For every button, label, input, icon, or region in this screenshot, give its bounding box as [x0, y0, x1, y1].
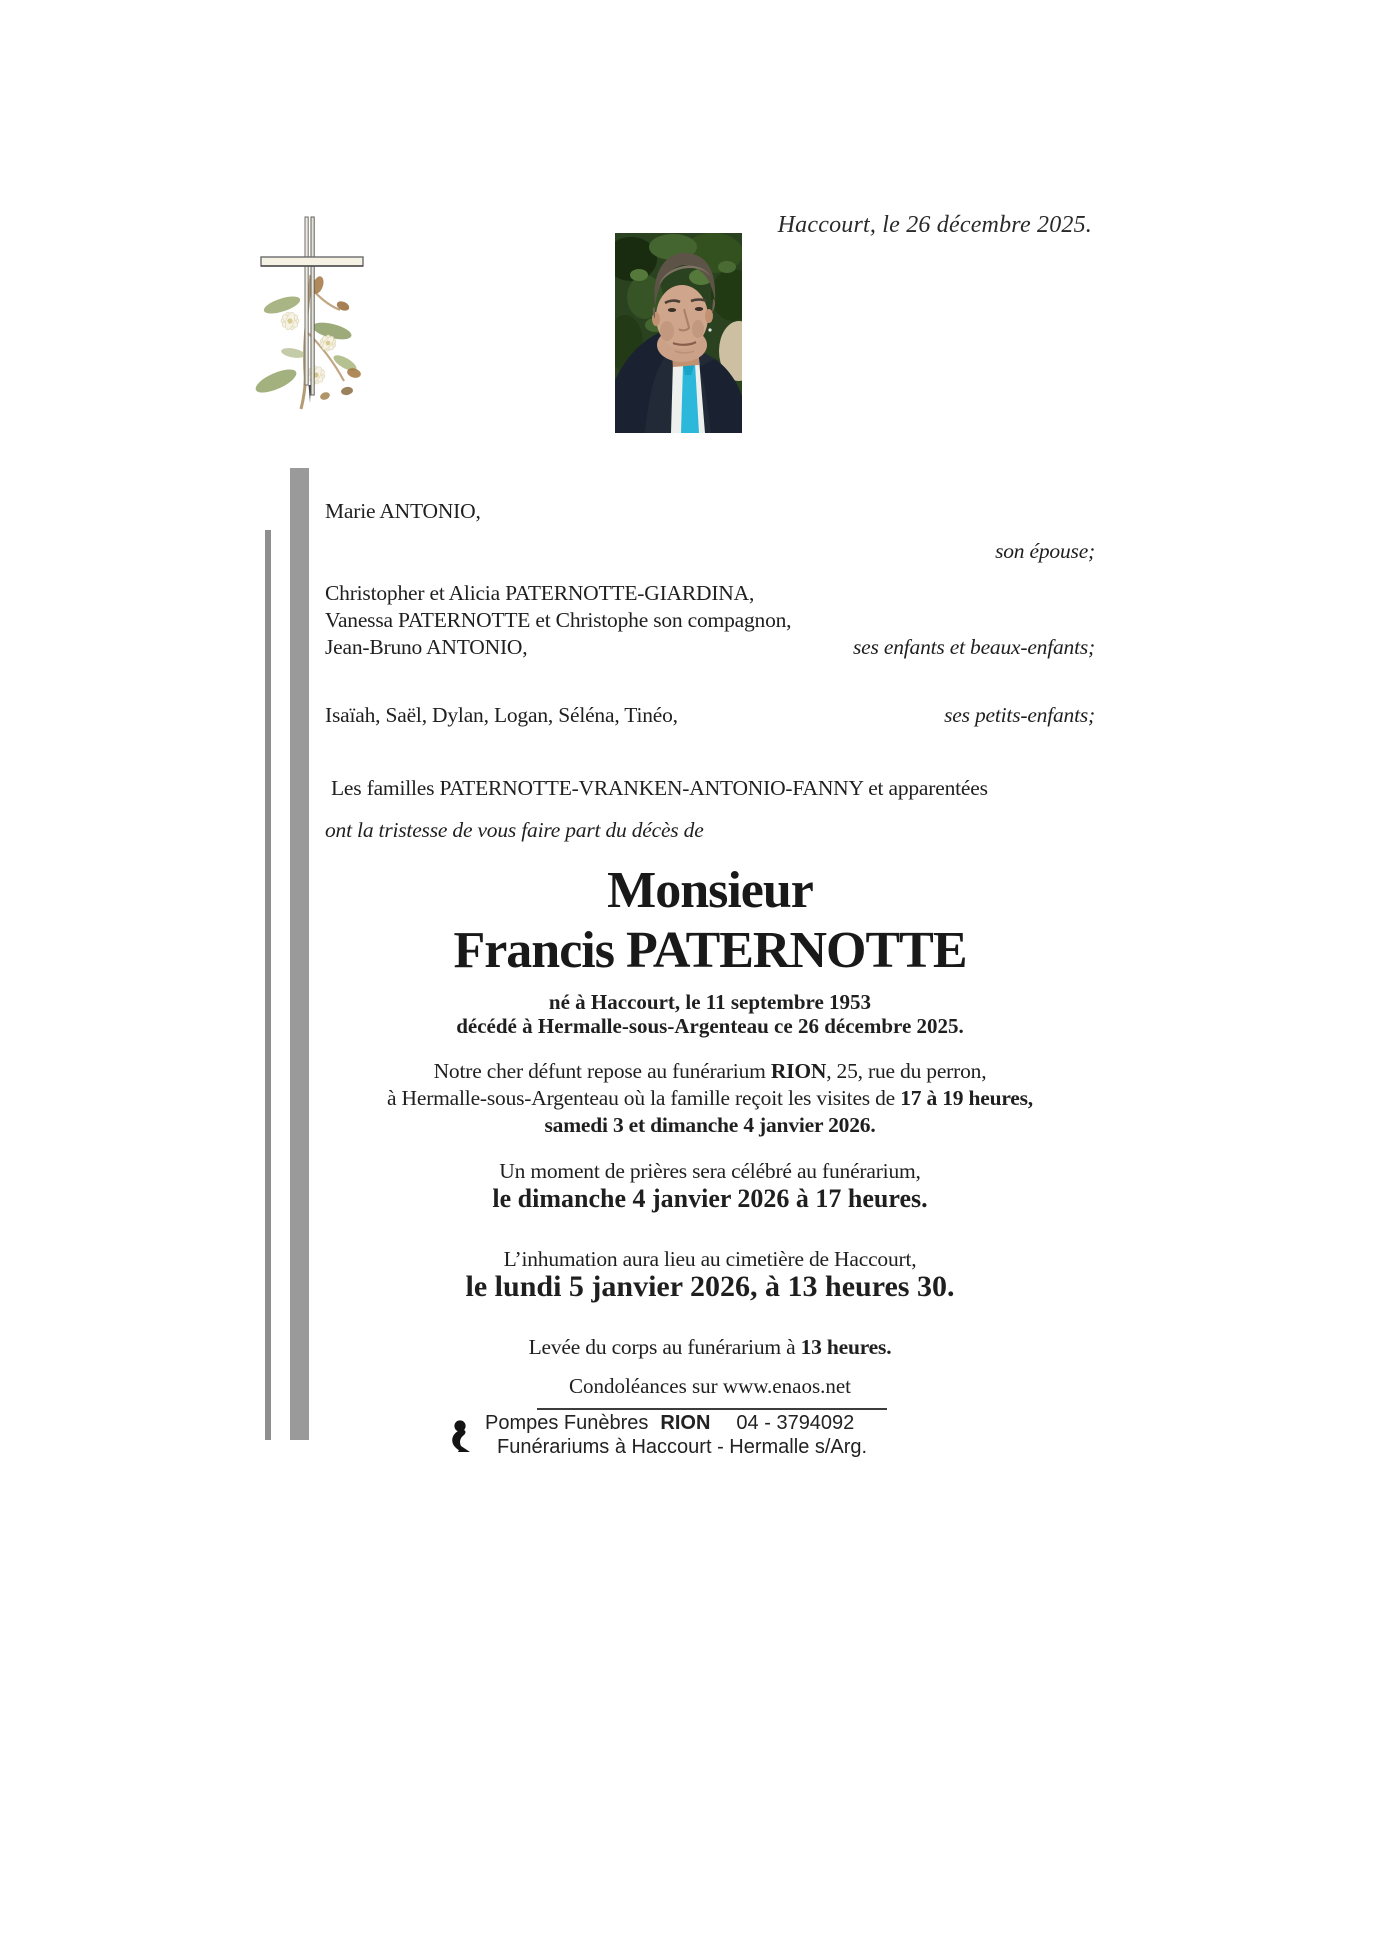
death-line: décédé à Hermalle-sous-Argenteau ce 26 décembre 2025. — [456, 1014, 964, 1038]
cross-with-flowers-icon — [248, 213, 376, 417]
condolences-underline — [537, 1408, 887, 1410]
announcement-intro: ont la tristesse de vous faire part du décès de — [325, 818, 704, 842]
spouse-relation: son épouse; — [995, 539, 1095, 563]
families-line: Les familles PATERNOTTE-VRANKEN-ANTONIO-FANNY et apparentées — [331, 776, 988, 800]
visitation-line-1: Notre cher défunt repose au funérarium RION, 25, rue du perron, — [433, 1059, 987, 1083]
levee-line: Levée du corps au funérarium à 13 heures. — [528, 1335, 892, 1359]
prayer-line-1: Un moment de prières sera célébré au funérarium, — [499, 1159, 921, 1183]
funeral-home-phone: 04 - 3794092 — [736, 1412, 855, 1434]
birth-line: né à Haccourt, le 11 septembre 1953 — [548, 990, 872, 1014]
funeral-home-name-bold: RION — [660, 1412, 711, 1434]
funeral-home-name: RION — [770, 1059, 827, 1083]
visitation-line-2: à Hermalle-sous-Argenteau où la famille reçoit les visites de 17 à 19 heures, — [387, 1086, 1033, 1110]
grandchildren-names: Isaïah, Saël, Dylan, Logan, Séléna, Tinéo, — [325, 703, 678, 727]
grandchildren-relation: ses petits-enfants; — [944, 703, 1095, 727]
praying-figure-logo-icon — [450, 1420, 474, 1454]
funeral-home-prefix: Pompes Funèbres — [485, 1412, 649, 1434]
burial-line-2: le lundi 5 janvier 2026, à 13 heures 30. — [465, 1270, 955, 1303]
dateline: Haccourt, le 26 décembre 2025. — [777, 212, 1092, 238]
children-relation: ses enfants et beaux-enfants; — [853, 635, 1095, 659]
deceased-title: Monsieur — [607, 862, 813, 919]
deceased-name: Francis PATERNOTTE — [453, 922, 967, 979]
visitation-paragraph — [325, 1058, 1095, 1139]
left-accent-bar-thick — [290, 468, 309, 1440]
prayer-line-2: le dimanche 4 janvier 2026 à 17 heures. — [492, 1184, 928, 1213]
children-line-1: Christopher et Alicia PATERNOTTE-GIARDINA, — [325, 581, 755, 605]
children-line-2: Vanessa PATERNOTTE et Christophe son compagnon, — [325, 608, 792, 632]
spouse-name: Marie ANTONIO, — [325, 499, 481, 523]
funeral-home-line-2: Funérariums à Haccourt - Hermalle s/Arg. — [497, 1436, 868, 1458]
deceased-portrait-photo — [615, 233, 742, 433]
children-line-3: Jean-Bruno ANTONIO, — [325, 635, 528, 659]
left-accent-bar-thin — [265, 530, 271, 1440]
children-line-3-row — [325, 634, 1095, 662]
condolences-line: Condoléances sur www.enaos.net — [568, 1374, 852, 1398]
grandchildren-row — [325, 702, 1095, 730]
funeral-home-line-1 — [485, 1412, 854, 1435]
visitation-line-3: samedi 3 et dimanche 4 janvier 2026. — [544, 1113, 876, 1137]
burial-line-1: L’inhumation aura lieu au cimetière de Haccourt, — [503, 1247, 917, 1271]
